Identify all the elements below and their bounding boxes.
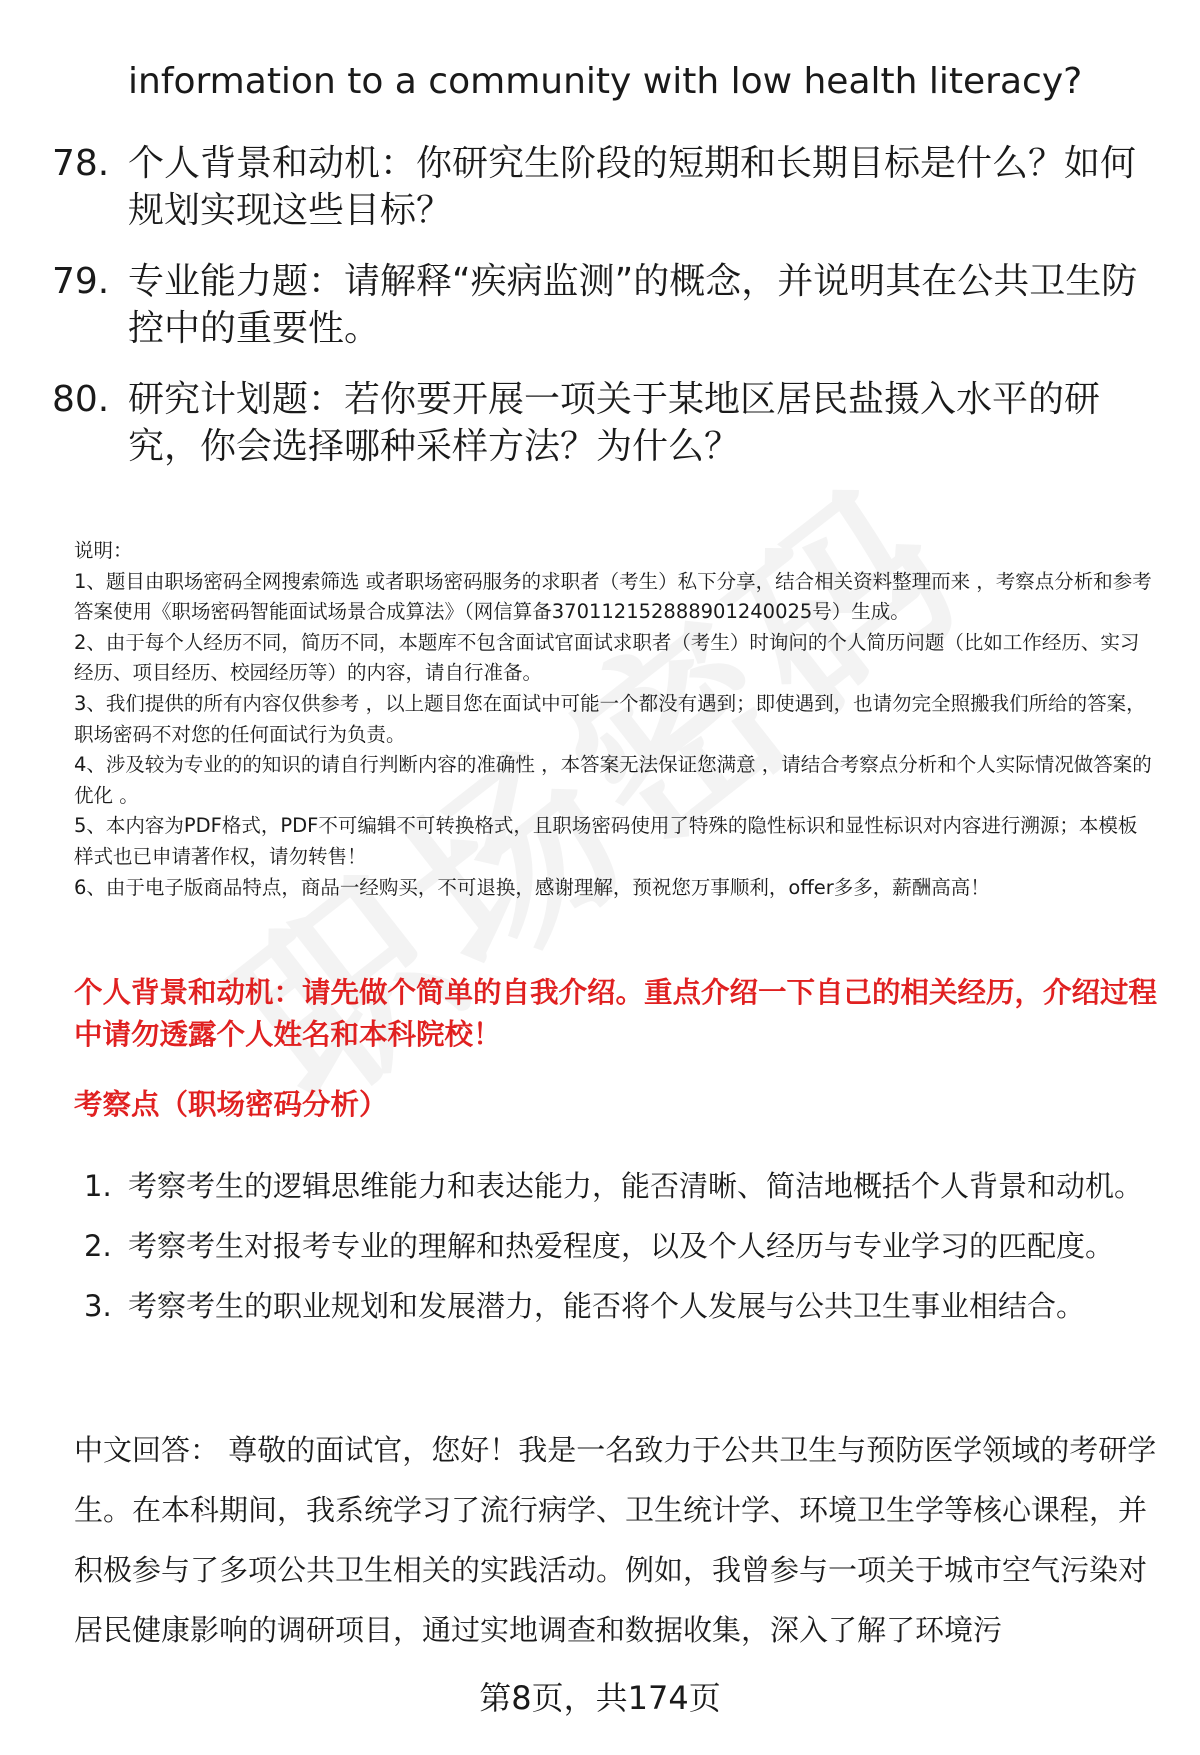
notes-section <box>74 536 1154 903</box>
analysis-point <box>84 1216 1164 1276</box>
note-item: 5、本内容为PDF格式，PDF不可编辑不可转换格式，且职场密码使用了特殊的隐性标识和显性标识对内容进行溯源；本模板样式也已申请著作权，请勿转售！ <box>74 814 1138 868</box>
analysis-point <box>84 1276 1164 1336</box>
note-item: 6、由于电子版商品特点，商品一经购买，不可退换，感谢理解，预祝您万事顺利，offer多多，薪酬高高！ <box>74 875 990 899</box>
page-footer: 第8页，共174页 <box>479 1679 721 1717</box>
analysis-title: 考察点（职场密码分析） <box>74 1088 388 1121</box>
current-question-heading: 个人背景和动机：请先做个简单的自我介绍。重点介绍一下自己的相关经历，介绍过程中请勿透露个人姓名和本科院校！ <box>74 976 1158 1051</box>
analysis-point-number: 2. <box>84 1229 112 1263</box>
note-item: 2、由于每个人经历不同，简历不同，本题库不包含面试官面试求职者（考生）时询问的个人简历问题（比如工作经历、实习经历、项目经历、校园经历等）的内容，请自行准备。 <box>74 630 1140 685</box>
question-continuation: information to a community with low health literacy? <box>128 61 1083 102</box>
analysis-point-number: 1. <box>84 1169 112 1203</box>
question-number: 79. <box>52 261 110 302</box>
note-item: 3、我们提供的所有内容仅供参考 ，以上题目您在面试中可能一个都没有遇到；即使遇到，也请勿完全照搬我们所给的答案，职场密码不对您的任何面试行为负责。 <box>74 691 1146 746</box>
question-number: 80. <box>52 379 110 420</box>
notes-title: 说明： <box>74 539 133 562</box>
question-text: 个人背景和动机：你研究生阶段的短期和长期目标是什么？如何规划实现这些目标？ <box>128 143 1137 231</box>
analysis-point-text: 考察考生的职业规划和发展潜力，能否将个人发展与公共卫生事业相结合。 <box>128 1289 1086 1323</box>
answer-text: 中文回答： 尊敬的面试官，您好！我是一名致力于公共卫生与预防医学领域的考研学生。在本科期间，我系统学习了流行病学、卫生统计学、环境卫生学等核心课程，并积极参与了多项公共卫生相关的实践活动。例如，我曾参与一项关于城市空气污染对居民健康影响的调研项目，通过实地调查和数据收集，深入了解了环境污 <box>74 1433 1157 1647</box>
analysis-point <box>84 1156 1164 1216</box>
analysis-point-text: 考察考生对报考专业的理解和热爱程度，以及个人经历与专业学习的匹配度。 <box>128 1229 1115 1263</box>
note-item: 4、涉及较为专业的的知识的请自行判断内容的准确性 ，本答案无法保证您满意 ，请结合考察点分析和个人实际情况做答案的优化 。 <box>74 753 1152 807</box>
question-list <box>52 140 1152 494</box>
analysis-point-text: 考察考生的逻辑思维能力和表达能力，能否清晰、简洁地概括个人背景和动机。 <box>128 1169 1144 1203</box>
question-text: 专业能力题：请解释“疾病监测”的概念，并说明其在公共卫生防控中的重要性。 <box>128 261 1138 349</box>
question-item <box>52 258 1152 352</box>
analysis-points <box>84 1156 1164 1336</box>
question-item <box>52 140 1152 234</box>
note-item: 1、题目由职场密码全网搜索筛选 或者职场密码服务的求职者（考生）私下分享，结合相关资料整理而来 ，考察点分析和参考答案使用《职场密码智能面试场景合成算法》（网信算备370112152888901240025号）生成。 <box>74 569 1152 624</box>
question-number: 78. <box>52 143 110 184</box>
question-text: 研究计划题：若你要开展一项关于某地区居民盐摄入水平的研究，你会选择哪种采样方法？为什么？ <box>128 379 1101 467</box>
analysis-point-number: 3. <box>84 1289 112 1323</box>
question-item <box>52 376 1152 470</box>
